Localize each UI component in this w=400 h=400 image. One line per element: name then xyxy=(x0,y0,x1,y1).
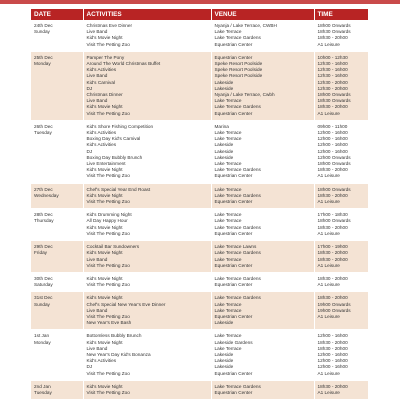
cell-line: Lake Terrace Gardens xyxy=(214,104,261,110)
cell-line: Kid's Activities xyxy=(86,358,117,364)
cell-line: 2nd Jan xyxy=(34,383,51,389)
cell-line: Lakeside xyxy=(214,154,234,160)
cell-line: 25th Dec xyxy=(34,54,53,60)
cell-line: A1 Leisure xyxy=(317,282,340,288)
cell-line: Sunday xyxy=(34,29,50,35)
cell-line: Lake Terrace Gardens xyxy=(214,192,261,198)
table-cell-time xyxy=(314,292,368,330)
cell-line: Equestrian Center xyxy=(214,41,253,47)
cell-line: 12h00 - 16h00 xyxy=(317,364,348,370)
cell-line: 12h00 - 16h00 xyxy=(317,142,348,148)
cell-line: 19h00 Onwards xyxy=(317,307,351,313)
cell-line: Tuesday xyxy=(34,389,52,395)
cell-line: Lake Terrace Gardens xyxy=(214,35,261,41)
cell-line: 18h30 Onwards xyxy=(317,98,351,104)
table-cell-venue xyxy=(211,183,314,209)
cell-line: Lake Terrace xyxy=(214,333,242,339)
cell-line: Lakeside xyxy=(214,351,234,357)
cell-line: All Day Happy Hour xyxy=(86,218,128,224)
table-row xyxy=(31,292,368,330)
cell-line: Lake Terrace Lawns xyxy=(214,244,257,250)
table-cell-time xyxy=(314,241,368,273)
cell-line: 18h00 Onwards xyxy=(317,161,351,167)
cell-line: Equestrian Center xyxy=(214,313,253,319)
table-row xyxy=(31,51,368,120)
cell-line: 12h30 - 16h00 xyxy=(317,61,348,67)
cell-line: 12h30 - 16h00 xyxy=(317,67,348,73)
cell-line: Equestrian Center xyxy=(214,173,253,179)
cell-line: Lakeside xyxy=(214,320,234,326)
cell-line: Visit The Petting Zoo xyxy=(86,173,130,179)
cell-line: Lake Terrace Gardens xyxy=(214,295,261,301)
cell-line: A1 Leisure xyxy=(317,173,340,179)
cell-line: Kid's Activities xyxy=(86,142,117,148)
table-cell-date xyxy=(31,330,83,380)
cell-line: Monday xyxy=(34,61,51,67)
cell-line: Equestrian Center xyxy=(214,54,253,60)
cell-line: Kid's Movie Night xyxy=(86,35,123,41)
cell-line: 28th Dec xyxy=(34,212,53,218)
cell-line: Lake Terrace xyxy=(214,256,242,262)
cell-line: A1 Leisure xyxy=(317,313,340,319)
table-row xyxy=(31,183,368,209)
cell-line: 18h00 Onwards xyxy=(317,218,351,224)
table-row xyxy=(31,120,368,183)
cell-line: Wednesday xyxy=(34,192,59,198)
cell-line: Visit The Petting Zoo xyxy=(86,199,130,205)
cell-line: 12h30 - 20h00 xyxy=(317,79,348,85)
table-cell-time xyxy=(314,120,368,183)
cell-line: 17h00 - 18h30 xyxy=(317,212,348,218)
table-cell-date xyxy=(31,272,83,291)
cell-line: Lake Terrace xyxy=(214,29,242,35)
festive-schedule-table xyxy=(31,9,369,400)
cell-line: Kid's Movie Night xyxy=(86,224,123,230)
cell-line: Speke Resort Poolside xyxy=(214,67,263,73)
cell-line: 18h30 - 20h00 xyxy=(317,104,348,110)
table-cell-venue xyxy=(211,120,314,183)
cell-line: 18h30 - 20h00 xyxy=(317,35,348,41)
table-cell-activities xyxy=(83,209,211,241)
cell-line: 12h00 Onwards xyxy=(317,154,351,160)
cell-line: 31st Dec xyxy=(34,295,53,301)
table-cell-activities xyxy=(83,330,211,380)
cell-line: 12h00 - 16h00 xyxy=(317,333,348,339)
cell-line: 18h30 - 20h00 xyxy=(317,167,348,173)
cell-line: DJ xyxy=(86,364,93,370)
cell-line: Equestrian Center xyxy=(214,389,253,395)
cell-line: A1 Leisure xyxy=(317,262,340,268)
cell-line: A1 Leisure xyxy=(317,41,340,47)
header-venue: VENUE xyxy=(211,9,314,20)
cell-line: 18h30 Onwards xyxy=(317,29,351,35)
cell-line: Christmas Eve Dinner xyxy=(86,23,133,28)
table-cell-time xyxy=(314,272,368,291)
cell-line: 18h30 - 20h00 xyxy=(317,383,348,389)
cell-line: Visit The Petting Zoo xyxy=(86,230,130,236)
cell-line: Lake Terrace Gardens xyxy=(214,383,261,389)
table-row xyxy=(31,380,368,399)
table-cell-date xyxy=(31,120,83,183)
table-cell-date xyxy=(31,51,83,120)
cell-line: Saturday xyxy=(34,282,53,288)
cell-line: Nyanja / Lake Terrace, Cwbh xyxy=(214,92,275,98)
cell-line: Visit The Petting Zoo xyxy=(86,313,130,319)
cell-line: Equestrian Center xyxy=(214,262,253,268)
table-row xyxy=(31,272,368,291)
cell-line: Sunday xyxy=(34,301,50,307)
table-row xyxy=(31,241,368,273)
table-body xyxy=(31,20,368,400)
cell-line: 18h00 Onwards xyxy=(317,23,351,28)
table-cell-activities xyxy=(83,292,211,330)
cell-line: 18h30 - 20h00 xyxy=(317,275,348,281)
cell-line: 12h30 - 16h00 xyxy=(317,73,348,79)
table-row xyxy=(31,330,368,380)
cell-line: Kid's Movie Night xyxy=(86,192,123,198)
cell-line: Around The World Christmas Buffet xyxy=(86,61,161,67)
cell-line: 12h00 - 16h00 xyxy=(317,148,348,154)
cell-line: Live Band xyxy=(86,345,108,351)
cell-line: Equestrian Center xyxy=(214,282,253,288)
cell-line: Speke Resort Poolside xyxy=(214,73,263,79)
cell-line: Equestrian Center xyxy=(214,370,253,376)
table-cell-date xyxy=(31,209,83,241)
cell-line: A1 Leisure xyxy=(317,370,340,376)
table-cell-venue xyxy=(211,51,314,120)
table-cell-venue xyxy=(211,292,314,330)
top-accent-line xyxy=(0,0,400,4)
header-date: DATE xyxy=(31,9,83,20)
cell-line: Kid's Movie Night xyxy=(86,383,123,389)
cell-line: Kid's Carnival xyxy=(86,79,116,85)
cell-line: Visit The Petting Zoo xyxy=(86,41,130,47)
cell-line: Kid's Movie Night xyxy=(86,167,123,173)
table-header-row xyxy=(31,9,368,20)
cell-line: A1 Leisure xyxy=(317,230,340,236)
cell-line: Monday xyxy=(34,339,51,345)
cell-line: Chef's Special Year End Roast xyxy=(86,186,151,192)
cell-line: Kid's Activities xyxy=(86,67,117,73)
cell-line: 09h00 - 11h00 xyxy=(317,123,348,129)
cell-line: 24th Dec xyxy=(34,23,53,28)
cell-line: Boxing Day Bubbly Brunch xyxy=(86,154,143,160)
header-activities: ACTIVITIES xyxy=(83,9,211,20)
cell-line: Lake Terrace xyxy=(214,218,242,224)
cell-line: Boxing Day Kid's Carnival xyxy=(86,136,141,142)
cell-line: 17h00 - 19h00 xyxy=(317,244,348,250)
cell-line: Lake Terrace Gardens xyxy=(214,275,261,281)
cell-line: Kid's Movie Night xyxy=(86,104,123,110)
table-cell-date xyxy=(31,292,83,330)
cell-line: Visit The Petting Zoo xyxy=(86,262,130,268)
table-cell-activities xyxy=(83,120,211,183)
table-cell-activities xyxy=(83,183,211,209)
cell-line: Thursday xyxy=(34,218,54,224)
cell-line: Lake Terrace Gardens xyxy=(214,250,261,256)
cell-line: Visit The Petting Zoo xyxy=(86,282,130,288)
table-cell-venue xyxy=(211,272,314,291)
cell-line: Kid's Movie Night xyxy=(86,295,123,301)
cell-line: Live Band xyxy=(86,98,108,104)
table-cell-activities xyxy=(83,51,211,120)
table-cell-time xyxy=(314,20,368,51)
cell-line: 1st Jan xyxy=(34,333,50,339)
cell-line: Lakeside xyxy=(214,79,234,85)
cell-line: Lake Terrace Gardens xyxy=(214,167,261,173)
cell-line: Lake Terrace xyxy=(214,307,242,313)
cell-line: Lake Terrace xyxy=(214,186,242,192)
cell-line: Lake Terrace xyxy=(214,212,242,218)
cell-line: Visit The Petting Zoo xyxy=(86,389,130,395)
cell-line: Live Band xyxy=(86,29,108,35)
cell-line: A1 Leisure xyxy=(317,389,340,395)
cell-line: Lake Terrace xyxy=(214,161,242,167)
table-cell-activities xyxy=(83,241,211,273)
cell-line: Speke Resort Poolside xyxy=(214,61,263,67)
cell-line: Kid's Drumming Night xyxy=(86,212,132,218)
cell-line: 29th Dec xyxy=(34,244,53,250)
cell-line: 18h30 - 20h00 xyxy=(317,339,348,345)
cell-line: 18h30 - 20h00 xyxy=(317,345,348,351)
cell-line: Kid's Shore Fishing Competition xyxy=(86,123,154,129)
cell-line: Tuesday xyxy=(34,130,52,136)
cell-line: Kid's Movie Night xyxy=(86,275,123,281)
header-time: TIME xyxy=(314,9,368,20)
cell-line: Lakeside xyxy=(214,364,234,370)
cell-line: Marina xyxy=(214,123,229,129)
cell-line: New Year's Day Kid's Bonanza xyxy=(86,351,151,357)
cell-line: 19h00 Onwards xyxy=(317,301,351,307)
table-cell-venue xyxy=(211,380,314,399)
cell-line: Lakeside xyxy=(214,85,234,91)
cell-line: Lakeside xyxy=(214,148,234,154)
cell-line: Friday xyxy=(34,250,48,256)
table-cell-date xyxy=(31,20,83,51)
table-cell-time xyxy=(314,209,368,241)
cell-line: Kid's Activities xyxy=(86,130,117,136)
table-cell-venue xyxy=(211,330,314,380)
table-cell-time xyxy=(314,380,368,399)
cell-line: 12h00 - 16h00 xyxy=(317,136,348,142)
cell-line: DJ xyxy=(86,85,93,91)
cell-line: Kid's Movie Night xyxy=(86,339,123,345)
cell-line: 18h30 - 20h00 xyxy=(317,250,348,256)
table-cell-activities xyxy=(83,380,211,399)
cell-line: Live Band xyxy=(86,256,108,262)
table-cell-date xyxy=(31,380,83,399)
cell-line: Cocktail Bar Sundowners xyxy=(86,244,140,250)
cell-line: Nyanja / Lake Terrace, CWBH xyxy=(214,23,277,28)
cell-line: Lakeside Gardens xyxy=(214,339,253,345)
cell-line: 26th Dec xyxy=(34,123,53,129)
table-cell-activities xyxy=(83,20,211,51)
table-row xyxy=(31,20,368,51)
cell-line: Live Band xyxy=(86,73,108,79)
table-cell-venue xyxy=(211,241,314,273)
cell-line: 12h00 - 16h00 xyxy=(317,358,348,364)
cell-line: Equestrian Center xyxy=(214,199,253,205)
table-cell-date xyxy=(31,183,83,209)
cell-line: 12h30 - 20h00 xyxy=(317,85,348,91)
cell-line: Lake Terrace xyxy=(214,345,242,351)
cell-line: Equestrian Center xyxy=(214,230,253,236)
cell-line: 27th Dec xyxy=(34,186,53,192)
cell-line: 10h00 - 12h30 xyxy=(317,54,348,60)
cell-line: Bottomless Bubbly Brunch xyxy=(86,333,142,339)
cell-line: 18h30 - 20h00 xyxy=(317,295,348,301)
cell-line: Kid's Movie Night xyxy=(86,250,123,256)
table-cell-time xyxy=(314,51,368,120)
cell-line: Lake Terrace xyxy=(214,130,242,136)
cell-line: Live Band xyxy=(86,307,108,313)
cell-line: 18h00 Onwards xyxy=(317,186,351,192)
cell-line: Equestrian Center xyxy=(214,110,253,116)
cell-line: Lake Terrace Gardens xyxy=(214,224,261,230)
table-cell-time xyxy=(314,183,368,209)
cell-line: 18h30 - 20h00 xyxy=(317,192,348,198)
cell-line: Visit The Petting Zoo xyxy=(86,110,130,116)
cell-line: 12h00 - 16h00 xyxy=(317,351,348,357)
cell-line: 30th Dec xyxy=(34,275,53,281)
cell-line: A1 Leisure xyxy=(317,199,340,205)
cell-line: 18h30 - 20h00 xyxy=(317,256,348,262)
cell-line: New Year's Eve Bash xyxy=(86,320,132,326)
table-cell-activities xyxy=(83,272,211,291)
cell-line: 18h00 Onwards xyxy=(317,92,351,98)
cell-line: 12h00 - 16h00 xyxy=(317,130,348,136)
cell-line: Lakeside xyxy=(214,358,234,364)
cell-line: Lake Terrace xyxy=(214,98,242,104)
table-cell-venue xyxy=(211,20,314,51)
table-cell-date xyxy=(31,241,83,273)
cell-line: 18h30 - 20h00 xyxy=(317,224,348,230)
table-cell-venue xyxy=(211,209,314,241)
cell-line: DJ xyxy=(86,148,93,154)
cell-line: Christmas Dinner xyxy=(86,92,123,98)
cell-line: Lakeside xyxy=(214,142,234,148)
cell-line: A1 Leisure xyxy=(317,110,340,116)
cell-line: Chef's Special New Year's Eve Dinner xyxy=(86,301,166,307)
cell-line: Lake Terrace xyxy=(214,301,242,307)
cell-line: Lake Terrace xyxy=(214,136,242,142)
table-cell-time xyxy=(314,330,368,380)
table-row xyxy=(31,209,368,241)
cell-line: Pamper The Pony xyxy=(86,54,125,60)
cell-line: Visit The Petting Zoo xyxy=(86,370,130,376)
cell-line: Live Entertainment xyxy=(86,161,126,167)
